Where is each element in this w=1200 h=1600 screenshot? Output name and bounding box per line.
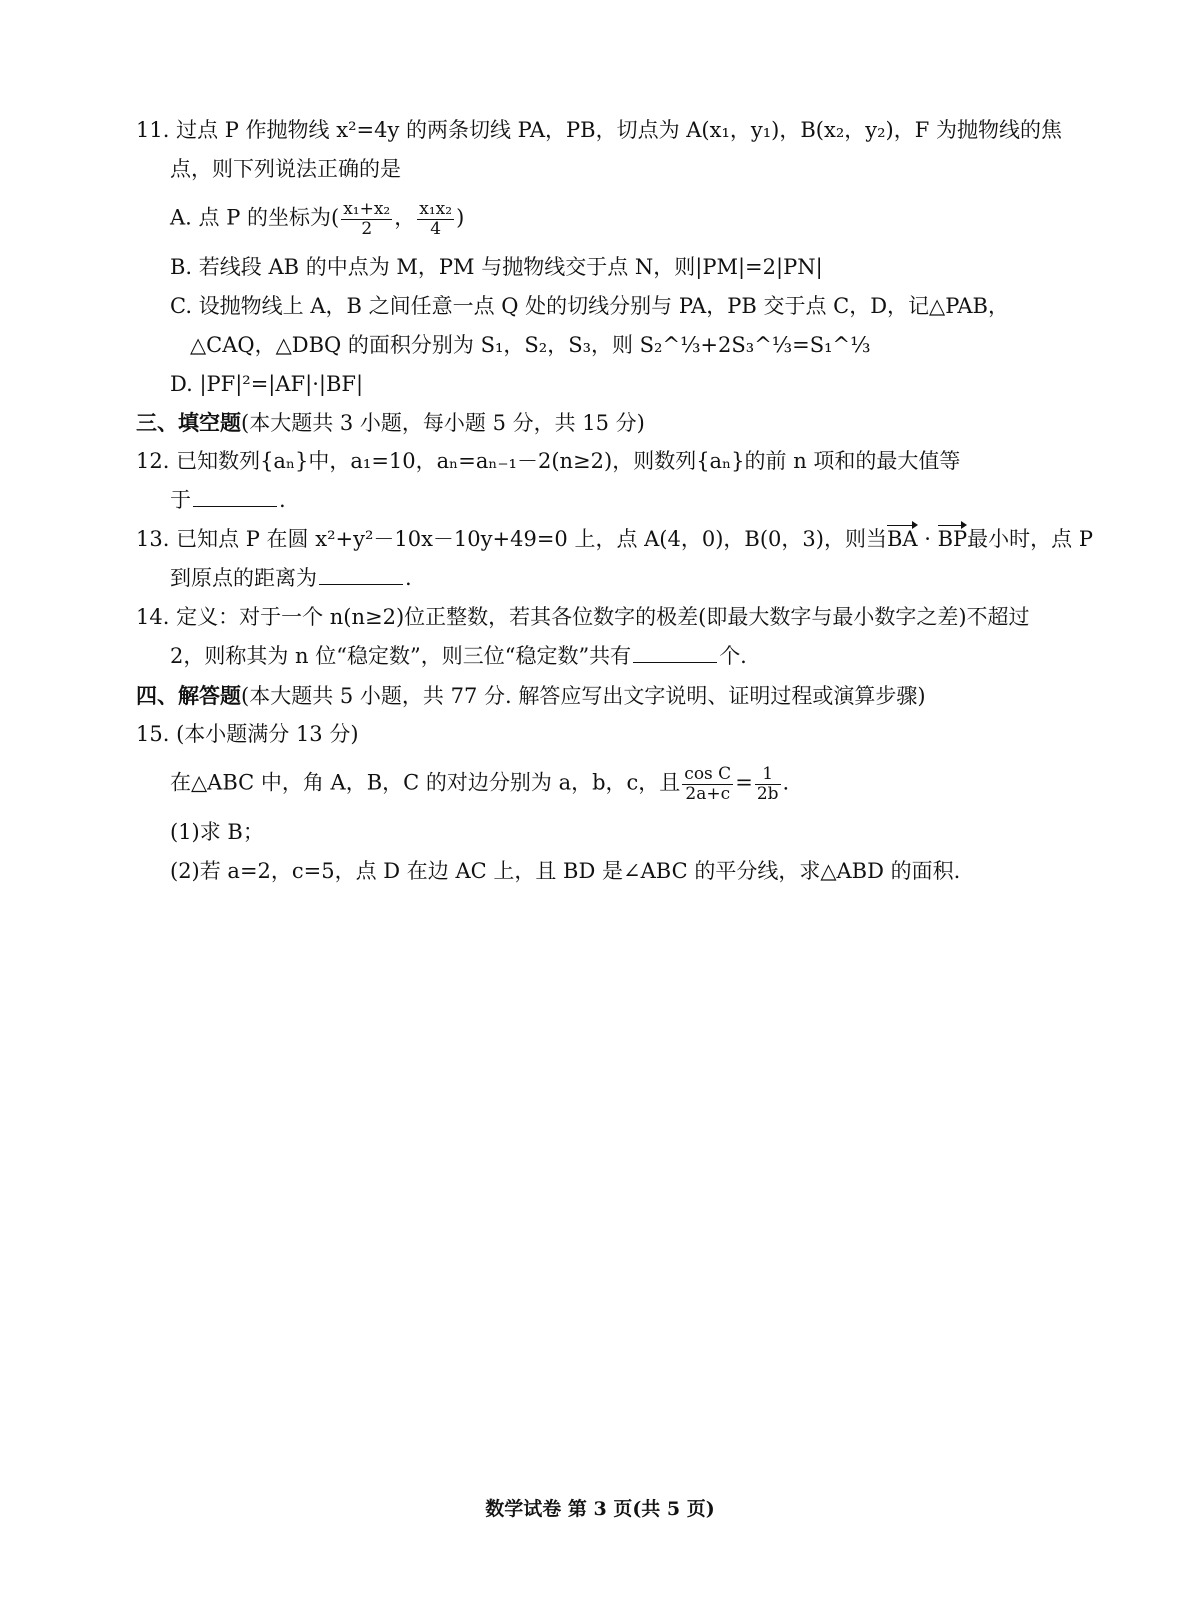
q15-fraction-one-over-2b [755, 765, 781, 803]
q12-line1: 12. 已知数列{aₙ}中，a₁=10，aₙ=aₙ₋₁－2(n≥2)，则数列{aₙ}的前 n 项和的最大值等 [136, 449, 961, 473]
q11-option-a-separator: ， [394, 205, 416, 230]
q15-stem [170, 765, 789, 803]
q12-line2-suffix: . [279, 488, 286, 512]
q11-option-a-fraction-2 [417, 200, 454, 238]
page-footer: 数学试卷 第 3 页(共 5 页) [485, 1498, 715, 1520]
q13-line2-prefix: 到原点的距离为 [170, 566, 317, 590]
q15-fraction-cos-c [682, 765, 733, 803]
dot-operator: · [917, 527, 938, 551]
q15-part2: (2)若 a=2，c=5，点 D 在边 AC 上，且 BD 是∠ABC 的平分线，求△ABD 的面积. [170, 859, 961, 883]
q14-line2 [170, 644, 747, 669]
fraction-denominator: 2 [361, 218, 373, 239]
q13-line1 [136, 527, 1093, 552]
q15-stem-suffix: . [782, 770, 790, 795]
section-4-title: 四、解答题 [136, 683, 241, 708]
q11-option-c-line1: C. 设抛物线上 A，B 之间任意一点 Q 处的切线分别与 PA，PB 交于点 C，D，记△PAB， [170, 294, 1009, 318]
q14-line2-suffix: 个. [719, 644, 747, 668]
fraction-denominator: 2a+c [685, 783, 731, 804]
q11-stem-line1: 11. 过点 P 作抛物线 x²=4y 的两条切线 PA，PB，切点为 A(x₁，y₁)，B(x₂，y₂)，F 为抛物线的焦 [136, 118, 1062, 142]
vector-bp: BP [937, 527, 968, 551]
fraction-denominator: 4 [430, 218, 442, 239]
q11-option-d: D. |PF|²=|AF|·|BF| [170, 372, 364, 396]
q13-answer-blank[interactable] [319, 566, 403, 585]
q11-option-a-suffix: ) [456, 205, 465, 230]
q12-answer-blank[interactable] [193, 488, 277, 507]
q11-stem-line2: 点，则下列说法正确的是 [170, 157, 401, 181]
section-3-title: 三、填空题 [136, 410, 241, 435]
section-4-note: (本大题共 5 小题，共 77 分. 解答应写出文字说明、证明过程或演算步骤) [241, 684, 926, 708]
q14-answer-blank[interactable] [633, 644, 717, 663]
vector-ba: BA [886, 527, 918, 551]
q14-line1: 14. 定义：对于一个 n(n≥2)位正整数，若其各位数字的极差(即最大数字与最小数字之差)不超过 [136, 605, 1030, 629]
fraction-denominator: 2b [756, 783, 779, 804]
q14-line2-prefix: 2，则称其为 n 位“稳定数”，则三位“稳定数”共有 [170, 644, 632, 668]
section-3-heading [136, 410, 645, 436]
q15-head: 15. (本小题满分 13 分) [136, 722, 359, 746]
fraction-numerator: cos C [684, 764, 732, 784]
q13-line1-prefix: 13. 已知点 P 在圆 x²+y²－10x－10y+49=0 上，点 A(4，0)，B(0，3)，则当 [136, 527, 887, 551]
q11-option-a [170, 200, 464, 238]
q13-line2-suffix: . [405, 566, 412, 590]
q11-option-a-prefix: A. 点 P 的坐标为( [170, 205, 340, 230]
section-3-note: (本大题共 3 小题，每小题 5 分，共 15 分) [241, 411, 645, 435]
fraction-numerator: x₁+x₂ [343, 199, 391, 219]
q13-line1-suffix: 最小时，点 P [967, 527, 1093, 551]
q11-option-a-fraction-1 [341, 200, 392, 238]
q12-line2-prefix: 于 [170, 488, 191, 512]
q13-line2 [170, 566, 412, 591]
q15-part1: (1)求 B； [170, 820, 264, 844]
fraction-numerator: x₁x₂ [419, 199, 453, 219]
fraction-numerator: 1 [755, 765, 781, 785]
q12-line2 [170, 488, 286, 513]
q11-option-b: B. 若线段 AB 的中点为 M，PM 与抛物线交于点 N，则|PM|=2|PN| [170, 255, 823, 279]
q11-option-c-line2: △CAQ，△DBQ 的面积分别为 S₁，S₂，S₃，则 S₂^⅓+2S₃^⅓=S₁^⅓ [190, 333, 871, 357]
q15-stem-prefix: 在△ABC 中，角 A，B，C 的对边分别为 a，b，c，且 [170, 770, 681, 795]
section-4-heading [136, 683, 926, 709]
equals-sign: = [735, 770, 753, 795]
